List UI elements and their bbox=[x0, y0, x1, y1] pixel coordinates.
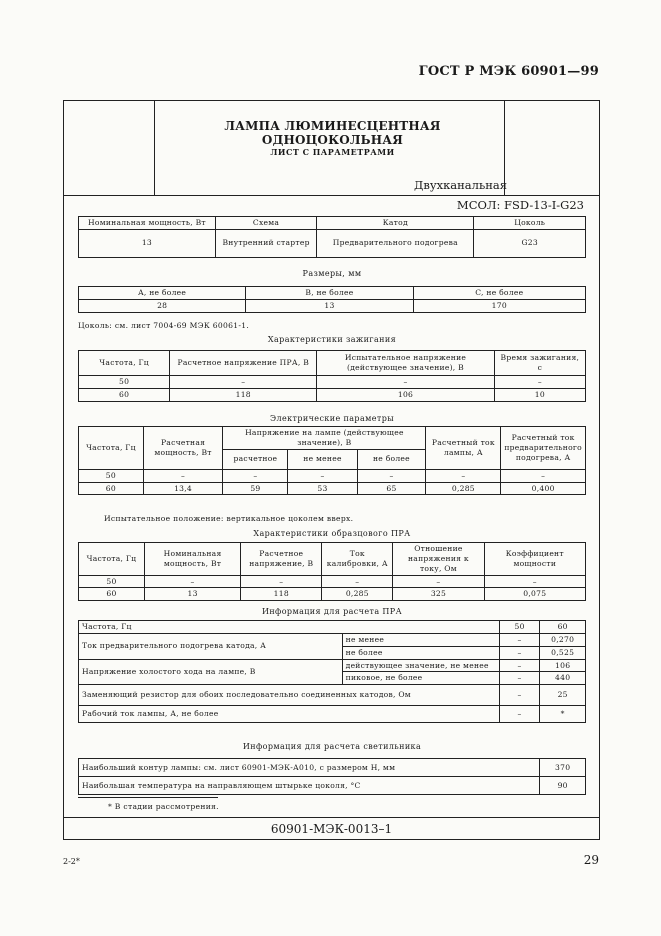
header-ign-time: Время зажигания, с bbox=[494, 351, 585, 376]
cell-el-r2-current: 0,285 bbox=[426, 482, 501, 495]
base-note: Цоколь: см. лист 7004-69 МЭК 60061-1. bbox=[78, 321, 250, 330]
ref-ballast-caption: Характеристики образцового ПРА bbox=[253, 529, 411, 538]
header-rb-power-factor: Коэффициент мощности bbox=[484, 543, 585, 576]
cell-el-r2-freq: 60 bbox=[79, 482, 144, 495]
title-block-bottom-divider bbox=[64, 195, 599, 196]
cell-rb-r2-pf: 0,075 bbox=[484, 588, 585, 601]
header-el-freq: Частота, Гц bbox=[79, 427, 144, 470]
cell-el-r2-v-max: 65 bbox=[357, 482, 426, 495]
cell-rb-r2-power: 13 bbox=[144, 588, 240, 601]
cell-rb-r1-voltage: – bbox=[241, 575, 322, 588]
cell-bi-preheat-max-60: 0,525 bbox=[540, 646, 586, 659]
sheet-code-divider bbox=[64, 817, 599, 818]
header-base: Цоколь bbox=[474, 217, 586, 230]
cell-el-r1-v-rated: – bbox=[223, 469, 288, 482]
header-el-preheat: Расчетный ток предварительного подогрева, А bbox=[501, 427, 586, 470]
cell-li-contour-value: 370 bbox=[540, 759, 586, 777]
header-el-v-rated: расчетное bbox=[223, 449, 288, 469]
header-ign-test-voltage: Испытательное напряжение (действующее значение), В bbox=[317, 351, 494, 376]
cell-bi-ocv-rms-60: 106 bbox=[540, 659, 586, 672]
header-el-v-min: не менее bbox=[288, 449, 357, 469]
ignition-table bbox=[78, 350, 586, 402]
electrical-caption: Электрические параметры bbox=[270, 414, 394, 423]
cell-rb-r1-ratio: – bbox=[393, 575, 484, 588]
cell-bi-freq-50: 50 bbox=[499, 621, 540, 634]
cell-bi-ocv-label: Напряжение холостого хода на лампе, В bbox=[79, 659, 343, 685]
cell-el-r2-v-rated: 59 bbox=[223, 482, 288, 495]
cell-base: G23 bbox=[474, 229, 586, 257]
cell-dim-c: 170 bbox=[413, 299, 585, 312]
header-rb-ratio: Отношение напряжения к току, Ом bbox=[393, 543, 484, 576]
cell-ign-r1-time: – bbox=[494, 376, 585, 389]
cell-el-r2-power: 13,4 bbox=[143, 482, 223, 495]
cell-bi-freq-60: 60 bbox=[540, 621, 586, 634]
cell-bi-preheat-max-label: не более bbox=[342, 646, 499, 659]
cell-bi-resistor-60: 25 bbox=[540, 685, 586, 706]
header-el-power: Расчетная мощность, Вт bbox=[143, 427, 223, 470]
cell-bi-ocv-rms-50: – bbox=[499, 659, 540, 672]
luminaire-info-caption: Информация для расчета светильника bbox=[242, 742, 422, 751]
cell-nominal-power: 13 bbox=[79, 229, 216, 257]
footnote: * В стадии рассмотрения. bbox=[108, 802, 219, 811]
standard-header: ГОСТ Р МЭК 60901—99 bbox=[418, 64, 599, 79]
cell-rb-r2-calib: 0,285 bbox=[322, 588, 393, 601]
cell-el-r1-freq: 50 bbox=[79, 469, 144, 482]
electrical-table bbox=[78, 426, 586, 495]
cell-bi-preheat-min-label: не менее bbox=[342, 633, 499, 646]
cell-li-contour-label: Наибольший контур лампы: см. лист 60901-МЭК-А010, с размером H, мм bbox=[79, 759, 540, 777]
cell-bi-freq-label: Частота, Гц bbox=[79, 621, 500, 634]
header-cathode: Катод bbox=[317, 217, 474, 230]
cell-el-r2-preheat: 0,400 bbox=[501, 482, 586, 495]
luminaire-info-table bbox=[78, 758, 586, 795]
cell-rb-r2-ratio: 325 bbox=[393, 588, 484, 601]
header-el-voltage-group: Напряжение на лампе (действующее значение), В bbox=[223, 427, 426, 450]
cell-ign-r1-freq: 50 bbox=[79, 376, 170, 389]
page-number: 29 bbox=[583, 853, 599, 867]
cell-bi-resistor-label: Заменяющий резистор для обоих последовательно соединенных катодов, Ом bbox=[79, 685, 500, 706]
header-rb-voltage: Расчетное напряжение, В bbox=[241, 543, 322, 576]
cell-rb-r1-power: – bbox=[144, 575, 240, 588]
cell-ign-r2-freq: 60 bbox=[79, 388, 170, 401]
cell-ign-r1-test: – bbox=[317, 376, 494, 389]
cell-el-r1-power: – bbox=[143, 469, 223, 482]
cell-li-temp-value: 90 bbox=[540, 777, 586, 795]
cell-ign-r2-ballast: 118 bbox=[170, 388, 317, 401]
dimensions-table bbox=[78, 286, 586, 313]
cell-bi-resistor-50: – bbox=[499, 685, 540, 706]
cell-bi-preheat-min-50: – bbox=[499, 633, 540, 646]
header-nominal-power: Номинальная мощность, Вт bbox=[79, 217, 216, 230]
cell-dim-b: 13 bbox=[246, 299, 413, 312]
header-rb-calib-current: Ток калибровки, А bbox=[322, 543, 393, 576]
cell-bi-preheat-label: Ток предварительного подогрева катода, А bbox=[79, 633, 343, 659]
header-dim-c: C, не более bbox=[413, 287, 585, 300]
cell-el-r1-current: – bbox=[426, 469, 501, 482]
cell-scheme: Внутренний стартер bbox=[215, 229, 316, 257]
sheet-title: ЛИСТ С ПАРАМЕТРАМИ bbox=[270, 147, 395, 157]
channel-type: Двухканальная bbox=[414, 178, 507, 192]
general-table bbox=[78, 216, 586, 258]
footer-left-mark: 2-2* bbox=[63, 857, 80, 866]
cell-ign-r2-test: 106 bbox=[317, 388, 494, 401]
header-scheme: Схема bbox=[215, 217, 316, 230]
lamp-designation: МСОЛ: FSD-13-I-G23 bbox=[456, 198, 584, 212]
cell-rb-r2-voltage: 118 bbox=[241, 588, 322, 601]
test-position-note: Испытательное положение: вертикальное цоколем вверх. bbox=[104, 514, 354, 523]
cell-rb-r1-freq: 50 bbox=[79, 575, 145, 588]
cell-bi-preheat-min-60: 0,270 bbox=[540, 633, 586, 646]
ballast-info-caption: Информация для расчета ПРА bbox=[261, 607, 403, 616]
sheet-frame bbox=[63, 100, 600, 840]
footnote-rule bbox=[78, 797, 218, 798]
cell-rb-r1-pf: – bbox=[484, 575, 585, 588]
cell-bi-working-label: Рабочий ток лампы, А, не более bbox=[79, 706, 500, 723]
header-dim-a: A, не более bbox=[79, 287, 246, 300]
cell-rb-r2-freq: 60 bbox=[79, 588, 145, 601]
cell-bi-ocv-rms-label: действующее значение, не менее bbox=[342, 659, 499, 672]
ballast-info-table bbox=[78, 620, 586, 723]
ignition-caption: Характеристики зажигания bbox=[267, 335, 397, 344]
cell-bi-ocv-peak-60: 440 bbox=[540, 672, 586, 685]
cell-li-temp-label: Наибольшая температура на направляющем штырьке цоколя, °С bbox=[79, 777, 540, 795]
cell-ign-r2-time: 10 bbox=[494, 388, 585, 401]
cell-el-r2-v-min: 53 bbox=[288, 482, 357, 495]
header-ign-ballast-voltage: Расчетное напряжение ПРА, В bbox=[170, 351, 317, 376]
cell-ign-r1-ballast: – bbox=[170, 376, 317, 389]
cell-bi-working-50: – bbox=[499, 706, 540, 723]
cell-bi-ocv-peak-label: пиковое, не более bbox=[342, 672, 499, 685]
header-rb-freq: Частота, Гц bbox=[79, 543, 145, 576]
header-el-v-max: не более bbox=[357, 449, 426, 469]
cell-bi-ocv-peak-50: – bbox=[499, 672, 540, 685]
header-dim-b: B, не более bbox=[246, 287, 413, 300]
header-ign-freq: Частота, Гц bbox=[79, 351, 170, 376]
sheet-code: 60901-МЭК-0013–1 bbox=[270, 822, 393, 836]
header-el-current: Расчетный ток лампы, А bbox=[426, 427, 501, 470]
cell-el-r1-v-max: – bbox=[357, 469, 426, 482]
cell-rb-r1-calib: – bbox=[322, 575, 393, 588]
lamp-title: ЛАМПА ЛЮМИНЕСЦЕНТНАЯ ОДНОЦОКОЛЬНАЯ bbox=[224, 119, 441, 147]
dimensions-caption: Размеры, мм bbox=[302, 269, 362, 278]
cell-bi-working-60: * bbox=[540, 706, 586, 723]
cell-cathode: Предварительного подогрева bbox=[317, 229, 474, 257]
cell-el-r1-v-min: – bbox=[288, 469, 357, 482]
header-rb-power: Номинальная мощность, Вт bbox=[144, 543, 240, 576]
cell-bi-preheat-max-50: – bbox=[499, 646, 540, 659]
cell-dim-a: 28 bbox=[79, 299, 246, 312]
ref-ballast-table bbox=[78, 542, 586, 601]
cell-el-r1-preheat: – bbox=[501, 469, 586, 482]
